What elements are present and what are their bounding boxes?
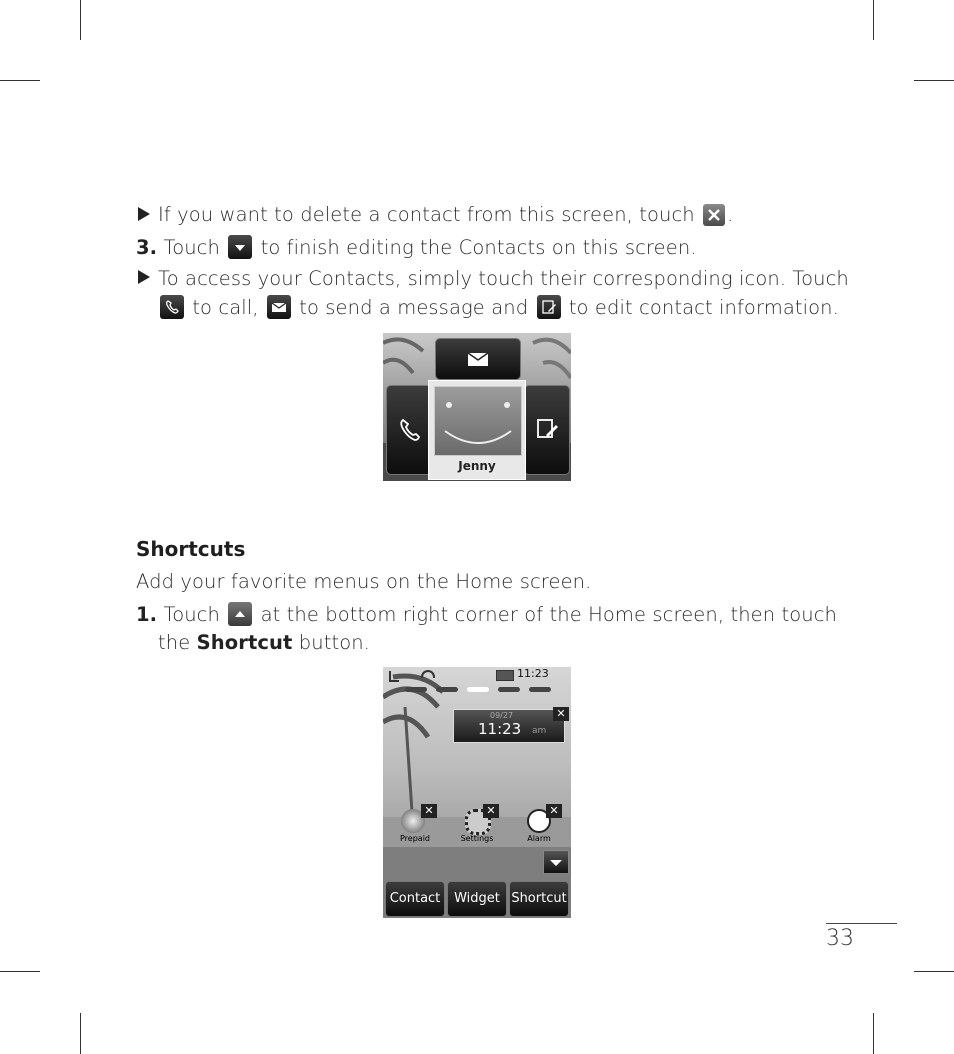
crop-mark [873,0,874,40]
page-dot [436,687,458,692]
bullet-arrow [138,207,150,221]
step3-touch: Touch [163,236,220,259]
edit-contact-icon [537,295,561,319]
step1-text: at the bottom right corner of the Home screen, then touch [260,603,838,626]
close-icon[interactable]: ✕ [546,804,562,818]
access-line [158,267,849,291]
status-time: 11:23 [517,667,549,680]
contact-card[interactable] [428,380,526,480]
smiley-icon [435,387,521,455]
step3-text: to finish editing the Contacts on this screen. [260,236,697,259]
page-number-rule [826,923,897,924]
battery-icon [496,670,514,681]
page-dot [529,687,551,692]
to-edit-text: to edit contact information. [568,296,839,319]
crop-mark [873,1013,874,1054]
home-screen-screenshot [383,667,571,918]
crop-mark [914,971,954,972]
message-button[interactable] [435,338,521,380]
close-icon[interactable]: ✕ [553,707,569,721]
bottom-button-bar [383,880,571,918]
crop-mark [0,971,40,972]
wifi-icon [421,670,435,678]
step1-button-text: button. [298,631,370,654]
signal-icon [389,671,399,682]
delete-end-text: . [727,203,734,226]
status-bar [383,667,571,683]
access-line-2 [158,295,839,320]
section-heading: Shortcuts [136,537,246,561]
step1-touch: Touch [163,603,220,626]
shortcuts-intro: Add your favorite menus on the Home screen. [136,570,592,593]
page-number: 33 [826,926,854,951]
page-dot [405,687,427,692]
delete-contact-text: If you want to delete a contact from this screen, touch [158,203,695,226]
page-dot [498,687,520,692]
widget-date: 09/27 [490,711,514,720]
shortcut-label: Settings [460,834,494,843]
edit-button[interactable] [524,385,570,475]
arrow-down-button[interactable] [543,850,569,874]
contact-button[interactable] [385,881,445,917]
crop-mark [914,80,954,81]
avatar [434,386,522,456]
shortcut-label: Prepaid [400,834,430,843]
shortcut-label: Shortcut [511,891,567,906]
step1-the: the [158,631,191,654]
step1-number: 1. [136,603,158,626]
phone-icon [387,386,431,474]
call-button[interactable] [386,385,432,475]
arrow-down-icon [228,235,252,259]
shortcut-button[interactable] [509,881,569,917]
close-icon[interactable]: ✕ [421,804,437,818]
bullet-arrow [138,270,150,284]
widget-ampm: am [532,726,547,736]
widget-time: 11:23 [478,720,522,738]
contact-edit-screenshot [383,333,571,481]
access-text: To access your Contacts, simply touch their corresponding icon. Touch [158,267,849,290]
step3-number: 3. [136,236,158,259]
contact-name: Jenny [458,459,496,473]
crop-mark [80,0,81,40]
delete-contact-line [158,203,733,227]
clock-widget[interactable] [453,709,565,743]
crop-mark [80,1013,81,1054]
close-icon[interactable]: ✕ [483,804,499,818]
contact-label: Contact [389,891,441,906]
envelope-icon [436,339,520,379]
crop-mark [0,80,40,81]
to-call-text: to call, [192,296,259,319]
step3-line [136,235,697,260]
edit-contact-icon [525,386,569,474]
close-x-icon [703,204,725,226]
page-dot-active [467,687,489,692]
shortcut-bold: Shortcut [196,631,293,654]
widget-button[interactable] [447,881,507,917]
envelope-icon [267,295,291,319]
arrow-down-icon [544,851,568,873]
page-indicator [405,687,551,693]
widget-label: Widget [454,891,500,906]
phone-icon [160,295,184,319]
step1-line [136,602,837,627]
shortcut-label: Alarm [527,834,551,843]
arrow-up-icon [228,602,252,626]
to-message-text: to send a message and [299,296,529,319]
step1-line-2 [158,631,370,655]
